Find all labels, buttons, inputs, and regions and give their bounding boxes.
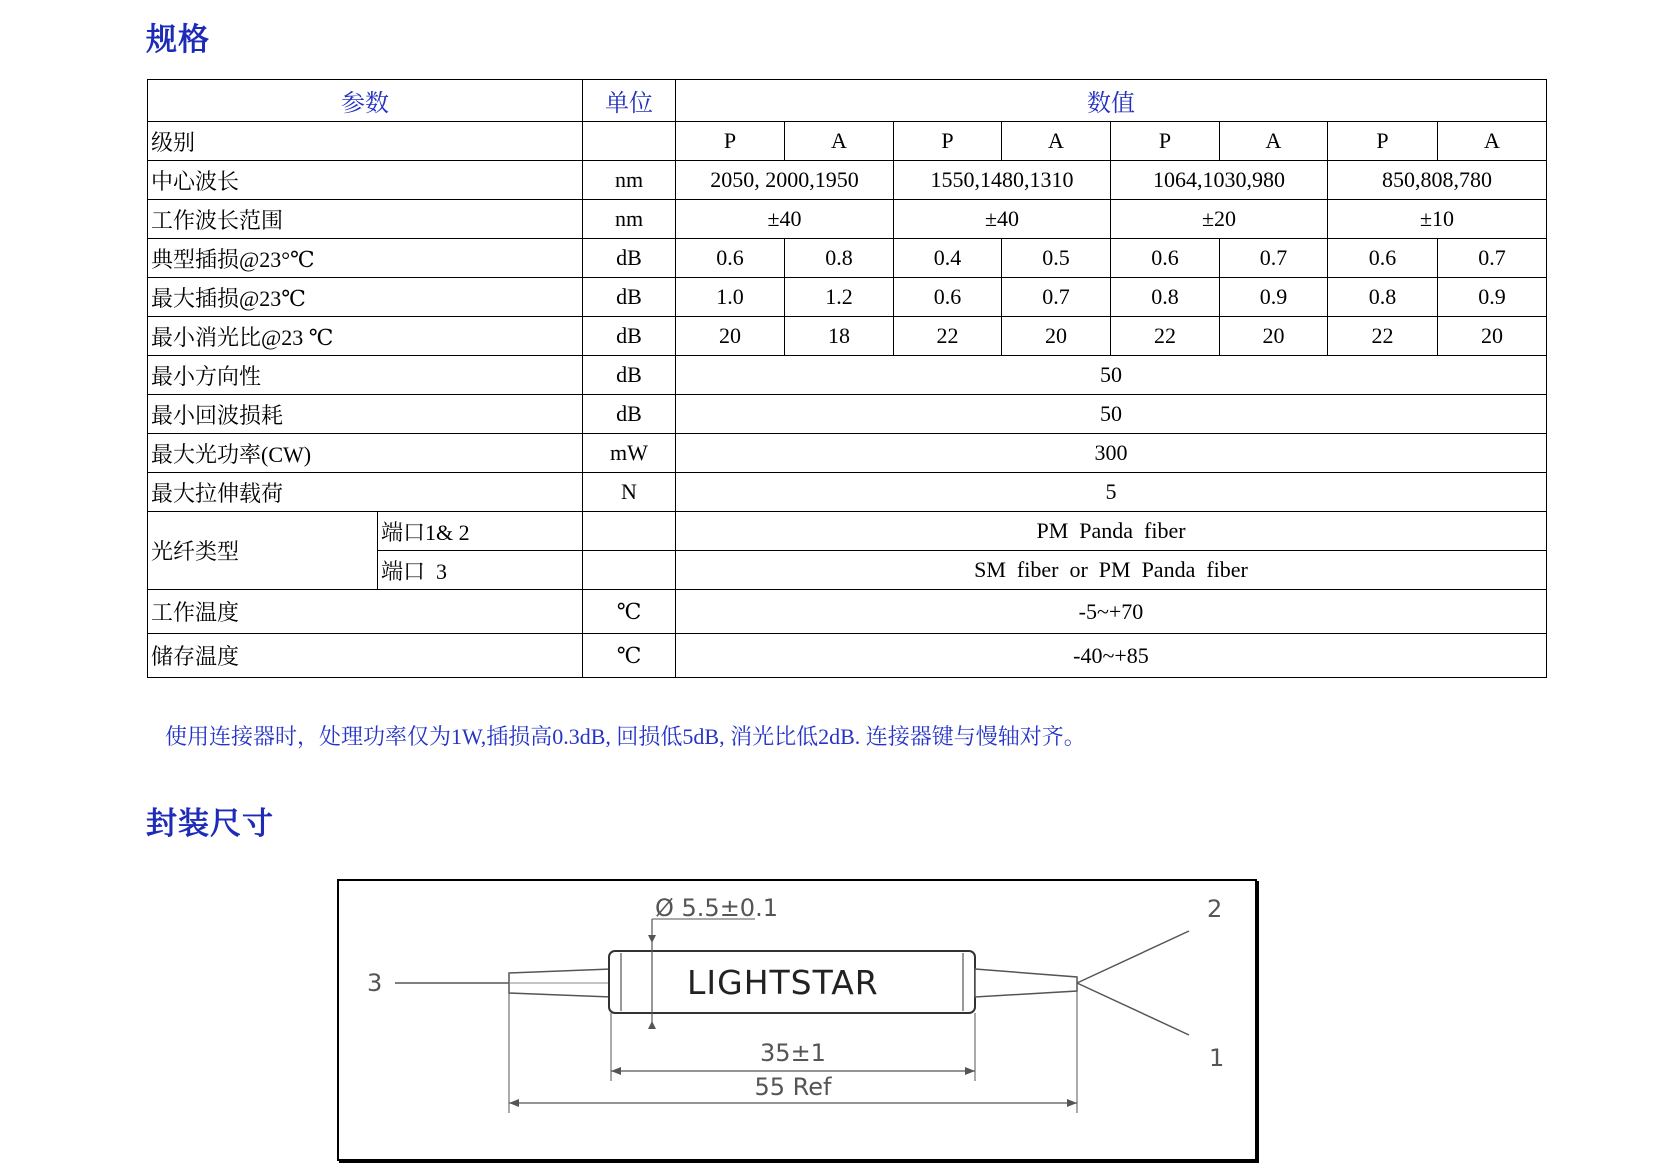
value-cell: 300 (676, 434, 1547, 473)
grade-cell: A (1002, 122, 1111, 161)
value-cell: 0.7 (1220, 239, 1328, 278)
table-header-row (148, 80, 1547, 122)
table-row-center-wavelength (148, 161, 1547, 200)
row-label: 最大光功率(CW) (148, 434, 583, 473)
row-label: 工作波长范围 (148, 200, 583, 239)
value-cell: SM fiber or PM Panda fiber (676, 551, 1547, 590)
port-3-label: 3 (367, 969, 383, 997)
value-cell: 50 (676, 356, 1547, 395)
table-row-max-power (148, 434, 1547, 473)
value-cell: 5 (676, 473, 1547, 512)
grade-cell: A (1220, 122, 1328, 161)
table-row-min-return-loss (148, 395, 1547, 434)
row-unit: dB (583, 239, 676, 278)
row-label: 最大拉伸载荷 (148, 473, 583, 512)
row-label: 储存温度 (148, 634, 583, 678)
row-unit (583, 122, 676, 161)
row-unit: nm (583, 200, 676, 239)
value-cell: -5~+70 (676, 590, 1547, 634)
section-title-package: 封装尺寸 (146, 806, 274, 842)
value-cell: 1.0 (676, 278, 785, 317)
total-length-arrow-left (509, 1099, 519, 1107)
value-cell: 0.7 (1438, 239, 1547, 278)
total-length-label: 55 Ref (754, 1073, 832, 1101)
value-cell: 1.2 (785, 278, 894, 317)
grade-cell: P (1328, 122, 1438, 161)
row-unit (583, 512, 676, 551)
value-cell: 0.8 (1111, 278, 1220, 317)
grade-cell: A (785, 122, 894, 161)
row-unit: nm (583, 161, 676, 200)
total-length-arrow-right (1067, 1099, 1077, 1107)
row-label: 最小消光比@23 ℃ (148, 317, 583, 356)
value-cell: 0.5 (1002, 239, 1111, 278)
header-value: 数值 (676, 80, 1547, 122)
value-cell: 20 (1002, 317, 1111, 356)
table-row-typical-il (148, 239, 1547, 278)
port-1-label: 1 (1209, 1044, 1225, 1072)
grade-cell: P (676, 122, 785, 161)
table-row-min-er (148, 317, 1547, 356)
value-cell: 22 (1328, 317, 1438, 356)
diameter-label: Ø 5.5±0.1 (655, 894, 778, 922)
row-label: 光纤类型 (148, 512, 378, 590)
table-row-storage-temp (148, 634, 1547, 678)
row-unit: N (583, 473, 676, 512)
value-cell: 0.6 (676, 239, 785, 278)
package-drawing (339, 881, 1255, 1159)
value-cell: 0.8 (1328, 278, 1438, 317)
value-cell: 0.6 (1111, 239, 1220, 278)
table-row-max-tensile (148, 473, 1547, 512)
value-cell: 20 (1220, 317, 1328, 356)
table-row-fiber-type-port12 (148, 512, 1547, 551)
row-unit (583, 551, 676, 590)
connector-note: 使用连接器时，处理功率仅为1W,插损高0.3dB, 回损低5dB, 消光比低2dB. 连接器键与慢轴对齐。 (165, 724, 1086, 749)
body-length-arrow-left (611, 1067, 621, 1075)
grade-cell: A (1438, 122, 1547, 161)
table-row-grade (148, 122, 1547, 161)
value-cell: 0.8 (785, 239, 894, 278)
body-length-arrow-right (965, 1067, 975, 1075)
value-cell: 0.9 (1438, 278, 1547, 317)
value-cell: 0.4 (894, 239, 1002, 278)
value-cell: 0.9 (1220, 278, 1328, 317)
row-unit: dB (583, 395, 676, 434)
value-cell: 0.7 (1002, 278, 1111, 317)
diameter-arrow-top (648, 935, 656, 943)
port-2-label: 2 (1207, 895, 1223, 923)
row-unit: mW (583, 434, 676, 473)
value-cell: 22 (1111, 317, 1220, 356)
row-unit: dB (583, 356, 676, 395)
value-cell: 0.6 (894, 278, 1002, 317)
range-cell: ±10 (1328, 200, 1547, 239)
right-boot (975, 969, 1077, 997)
diameter-arrow-bottom (648, 1021, 656, 1029)
body-length-label: 35±1 (760, 1039, 826, 1067)
table-row-max-il (148, 278, 1547, 317)
spec-table (147, 79, 1547, 678)
header-unit: 单位 (583, 80, 676, 122)
section-title-spec: 规格 (146, 22, 210, 58)
wavelength-cell: 2050, 2000,1950 (676, 161, 894, 200)
value-cell: 20 (1438, 317, 1547, 356)
value-cell: -40~+85 (676, 634, 1547, 678)
sub-row-label: 端口 3 (378, 551, 583, 590)
value-cell: 18 (785, 317, 894, 356)
value-cell: 50 (676, 395, 1547, 434)
grade-cell: P (894, 122, 1002, 161)
row-unit: ℃ (583, 590, 676, 634)
header-param: 参数 (148, 80, 583, 122)
range-cell: ±40 (676, 200, 894, 239)
value-cell: 22 (894, 317, 1002, 356)
sub-row-label: 端口1& 2 (378, 512, 583, 551)
table-row-operating-range (148, 200, 1547, 239)
row-label: 最小方向性 (148, 356, 583, 395)
brand-logo: LIGHTSTAR (687, 963, 879, 1002)
value-cell: 0.6 (1328, 239, 1438, 278)
range-cell: ±20 (1111, 200, 1328, 239)
range-cell: ±40 (894, 200, 1111, 239)
row-label: 中心波长 (148, 161, 583, 200)
value-cell: PM Panda fiber (676, 512, 1547, 551)
row-label: 级别 (148, 122, 583, 161)
table-row-operating-temp (148, 590, 1547, 634)
row-label: 工作温度 (148, 590, 583, 634)
row-unit: ℃ (583, 634, 676, 678)
package-diagram (337, 879, 1257, 1161)
row-label: 典型插损@23°℃ (148, 239, 583, 278)
fiber-port1 (1077, 983, 1189, 1035)
row-unit: dB (583, 317, 676, 356)
wavelength-cell: 850,808,780 (1328, 161, 1547, 200)
wavelength-cell: 1550,1480,1310 (894, 161, 1111, 200)
wavelength-cell: 1064,1030,980 (1111, 161, 1328, 200)
value-cell: 20 (676, 317, 785, 356)
row-label: 最大插损@23℃ (148, 278, 583, 317)
row-unit: dB (583, 278, 676, 317)
grade-cell: P (1111, 122, 1220, 161)
fiber-port2 (1077, 931, 1189, 983)
row-label: 最小回波损耗 (148, 395, 583, 434)
table-row-min-directivity (148, 356, 1547, 395)
